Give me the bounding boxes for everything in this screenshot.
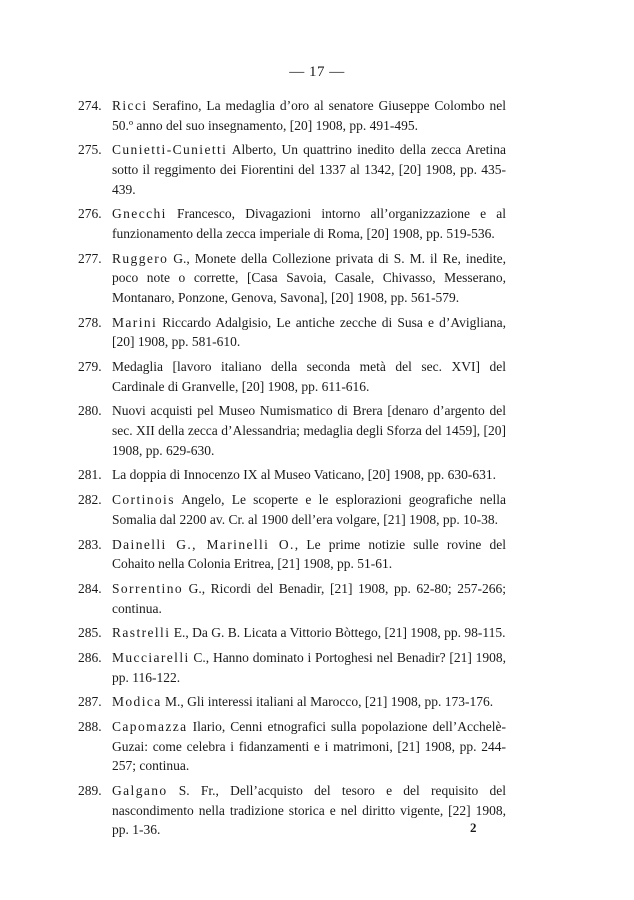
entry-body [112, 249, 506, 308]
bibliography-entry [78, 465, 506, 485]
entry-author: Rastrelli [112, 625, 171, 641]
entry-text: Nuovi acquisti pel Museo Numismatico di Brera [denaro d’argento del sec. XII della zecca d’Alessandria; medaglia degli Sforza del 1459], [20] 1908, pp. 629-630. [112, 403, 506, 458]
entry-number: 278. [78, 314, 102, 330]
entry-text: C., Hanno dominato i Portoghesi nel Benadir? [21] 1908, pp. 116-122. [112, 650, 506, 685]
entry-body [112, 96, 506, 135]
bibliography-entry [78, 140, 506, 199]
bibliography-entry [78, 535, 506, 574]
entry-number: 283. [78, 536, 102, 552]
entry-text: Ilario, Cenni etnografici sulla popolazione dell’Acchelè-Guzai: come celebra i fidanzamenti e i matrimoni, [21] 1908, pp. 244-257; continua. [112, 719, 506, 774]
entry-text: G., Monete della Collezione privata di S. M. il Re, inedite, poco note o corrette, [Casa Savoia, Casale, Chivasso, Messerano, Montanaro, Ponzone, Genova, Savona], [20] 1908, pp. 561-579. [112, 250, 506, 305]
entry-number: 275. [78, 142, 102, 158]
entry-author: Galgano [112, 783, 168, 799]
entry-body [112, 204, 506, 243]
entry-number: 276. [78, 206, 102, 222]
entry-text: Alberto, Un quattrino inedito della zecca Aretina sotto il reggimento dei Fiorentini del 1337 al 1342, [20] 1908, pp. 435-439. [112, 142, 506, 197]
entry-number: 279. [78, 359, 102, 375]
bibliography-entry [78, 692, 506, 712]
bibliography-entry [78, 357, 506, 396]
entry-body [112, 535, 506, 574]
entry-number: 282. [78, 492, 102, 508]
entry-body [112, 717, 506, 776]
bibliography-entry [78, 623, 506, 643]
bibliography-entry [78, 96, 506, 135]
entry-author: Modica [112, 694, 162, 710]
entry-number: 287. [78, 694, 102, 710]
entry-text: , Le prime notizie sulle rovine del Cohaito nella Colonia Eritrea, [21] 1908, pp. 51-61. [112, 536, 506, 572]
entry-body [112, 623, 506, 643]
entry-number: 274. [78, 98, 102, 113]
entry-text: G., Ricordi del Benadir, [21] 1908, pp. 62-80; 257-266; continua. [112, 580, 506, 616]
entry-author: Sorrentino [112, 580, 183, 596]
entry-text: Serafino, La medaglia d’oro al senatore Giuseppe Colombo nel 50.º anno del suo insegnamento, [20] 1908, pp. 491-495. [112, 98, 506, 133]
entry-author: Marini [112, 314, 158, 330]
page-number: — 17 — [289, 64, 345, 80]
entry-text: Riccardo Adalgisio, Le antiche zecche di Susa e d’Avigliana, [20] 1908, pp. 581-610. [112, 314, 506, 350]
bibliography-entry [78, 401, 506, 460]
entry-number: 281. [78, 467, 102, 483]
entry-author: Cortinois [112, 492, 175, 508]
entry-number: 280. [78, 403, 102, 419]
entry-number: 277. [78, 250, 102, 266]
signature-mark: 2 [470, 820, 477, 835]
entry-text: La doppia di Innocenzo IX al Museo Vaticano, [20] 1908, pp. 630-631. [112, 467, 497, 483]
bibliography-list [78, 96, 506, 845]
bibliography-entry [78, 648, 506, 687]
entry-author: Dainelli G., Marinelli O. [112, 536, 295, 552]
bibliography-entry [78, 249, 506, 308]
entry-number: 288. [78, 719, 102, 735]
entry-body [112, 401, 506, 460]
entry-text: Francesco, Divagazioni intorno all’organizzazione e al funzionamento della zecca imperiale di Roma, [20] 1908, pp. 519-536. [112, 206, 506, 241]
entry-text: Medaglia [lavoro italiano della seconda metà del sec. XVI] del Cardinale di Granvelle, [20] 1908, pp. 611-616. [112, 359, 506, 394]
entry-body [112, 648, 506, 687]
entry-author: Mucciarelli [112, 650, 190, 666]
bibliography-entry [78, 717, 506, 776]
entry-number: 289. [78, 783, 102, 799]
bibliography-entry [78, 579, 506, 618]
entry-body [112, 357, 506, 396]
entry-body [112, 465, 506, 485]
entry-text: E., Da G. B. Licata a Vittorio Bòttego, [21] 1908, pp. 98-115. [170, 625, 506, 641]
entry-number: 285. [78, 625, 102, 641]
entry-body [112, 579, 506, 618]
bibliography-entry [78, 781, 506, 840]
entry-author: Ricci [112, 98, 148, 113]
entry-body [112, 140, 506, 199]
entry-author: Gnecchi [112, 206, 167, 222]
bibliography-entry [78, 313, 506, 352]
bibliography-entry [78, 204, 506, 243]
entry-number: 284. [78, 580, 102, 596]
entry-author: Ruggero [112, 250, 169, 266]
entry-author: Cunietti-Cunietti [112, 142, 228, 158]
entry-body [112, 781, 506, 840]
entry-body [112, 692, 506, 712]
entry-number: 286. [78, 650, 102, 666]
entry-author: Capomazza [112, 719, 188, 735]
entry-body [112, 490, 506, 529]
entry-text: Angelo, Le scoperte e le esplorazioni geografiche nella Somalia dal 2200 av. Cr. al 1900 dell’era volgare, [21] 1908, pp. 10-38. [112, 492, 506, 527]
bibliography-entry [78, 490, 506, 529]
entry-body [112, 313, 506, 352]
entry-text: M., Gli interessi italiani al Marocco, [21] 1908, pp. 173-176. [161, 694, 494, 710]
entry-text: S. Fr., Dell’acquisto del tesoro e del requisito del nascondimento nella tradizione storica e nel diritto vigente, [22] 1908, pp. 1-36. [112, 783, 506, 838]
